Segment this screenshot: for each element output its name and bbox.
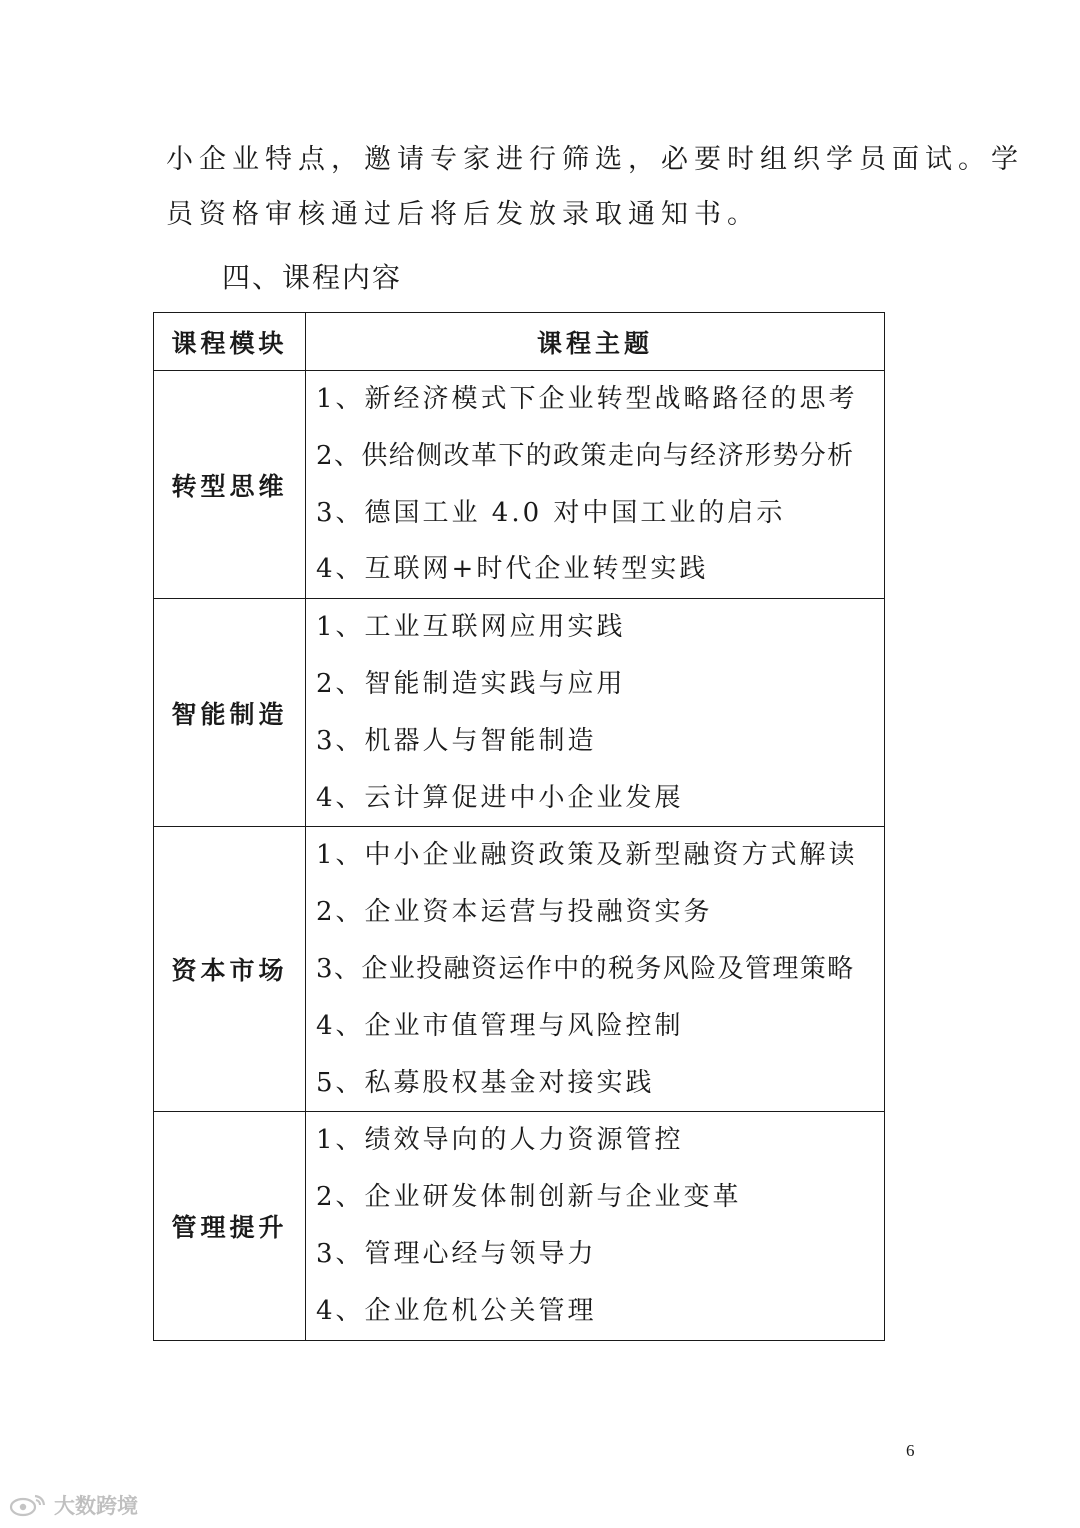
topic-item: 2、智能制造实践与应用	[316, 668, 626, 699]
topic-list	[306, 1112, 884, 1339]
body-paragraph-line-2: 员资格审核通过后将后发放录取通知书。	[166, 199, 760, 230]
header-module: 课程模块	[154, 313, 306, 371]
topic-item: 4、互联网+时代企业转型实践	[316, 554, 709, 585]
module-name: 资本市场	[154, 827, 306, 1112]
topic-cell	[306, 827, 885, 1112]
module-row-capital-market	[154, 827, 885, 1112]
body-paragraph-line-1: 小企业特点，邀请专家进行筛选，必要时组织学员面试。学	[166, 144, 1024, 175]
topic-item: 1、中小企业融资政策及新型融资方式解读	[316, 840, 858, 871]
topic-item: 3、机器人与智能制造	[316, 725, 597, 756]
page-number: 6	[906, 1441, 915, 1460]
course-content-table	[153, 312, 885, 1341]
module-row-transformation	[154, 371, 885, 599]
topic-list	[306, 371, 884, 598]
topic-list	[306, 599, 884, 826]
topic-item: 1、工业互联网应用实践	[316, 612, 626, 643]
watermark-text: 大数跨境	[54, 1494, 138, 1518]
section-heading: 四、课程内容	[222, 261, 403, 294]
topic-item: 2、企业研发体制创新与企业变革	[316, 1182, 742, 1213]
topic-item: 2、企业资本运营与投融资实务	[316, 897, 713, 928]
table-header-row	[154, 313, 885, 371]
topic-cell	[306, 371, 885, 599]
module-name: 智能制造	[154, 599, 306, 827]
topic-item: 4、企业危机公关管理	[316, 1295, 597, 1326]
topic-item: 1、绩效导向的人力资源管控	[316, 1125, 684, 1156]
topic-item: 5、私募股权基金对接实践	[316, 1067, 655, 1098]
topic-cell	[306, 599, 885, 827]
topic-item: 3、德国工业 4.0 对中国工业的启示	[316, 497, 786, 528]
topic-item: 3、企业投融资运作中的税务风险及管理策略	[316, 953, 855, 984]
topic-cell	[306, 1112, 885, 1340]
topic-item: 3、管理心经与领导力	[316, 1238, 597, 1269]
module-name: 转型思维	[154, 371, 306, 599]
topic-item: 2、供给侧改革下的政策走向与经济形势分析	[316, 440, 855, 471]
watermark	[8, 1490, 138, 1520]
topic-list	[306, 827, 884, 1111]
topic-item: 4、云计算促进中小企业发展	[316, 782, 684, 813]
module-row-smart-manufacturing	[154, 599, 885, 827]
module-row-management	[154, 1112, 885, 1340]
header-topic: 课程主题	[306, 313, 885, 371]
topic-item: 1、新经济模式下企业转型战略路径的思考	[316, 384, 858, 414]
weibo-eye-logo-icon	[8, 1492, 48, 1518]
module-name: 管理提升	[154, 1112, 306, 1340]
topic-item: 4、企业市值管理与风险控制	[316, 1010, 684, 1041]
